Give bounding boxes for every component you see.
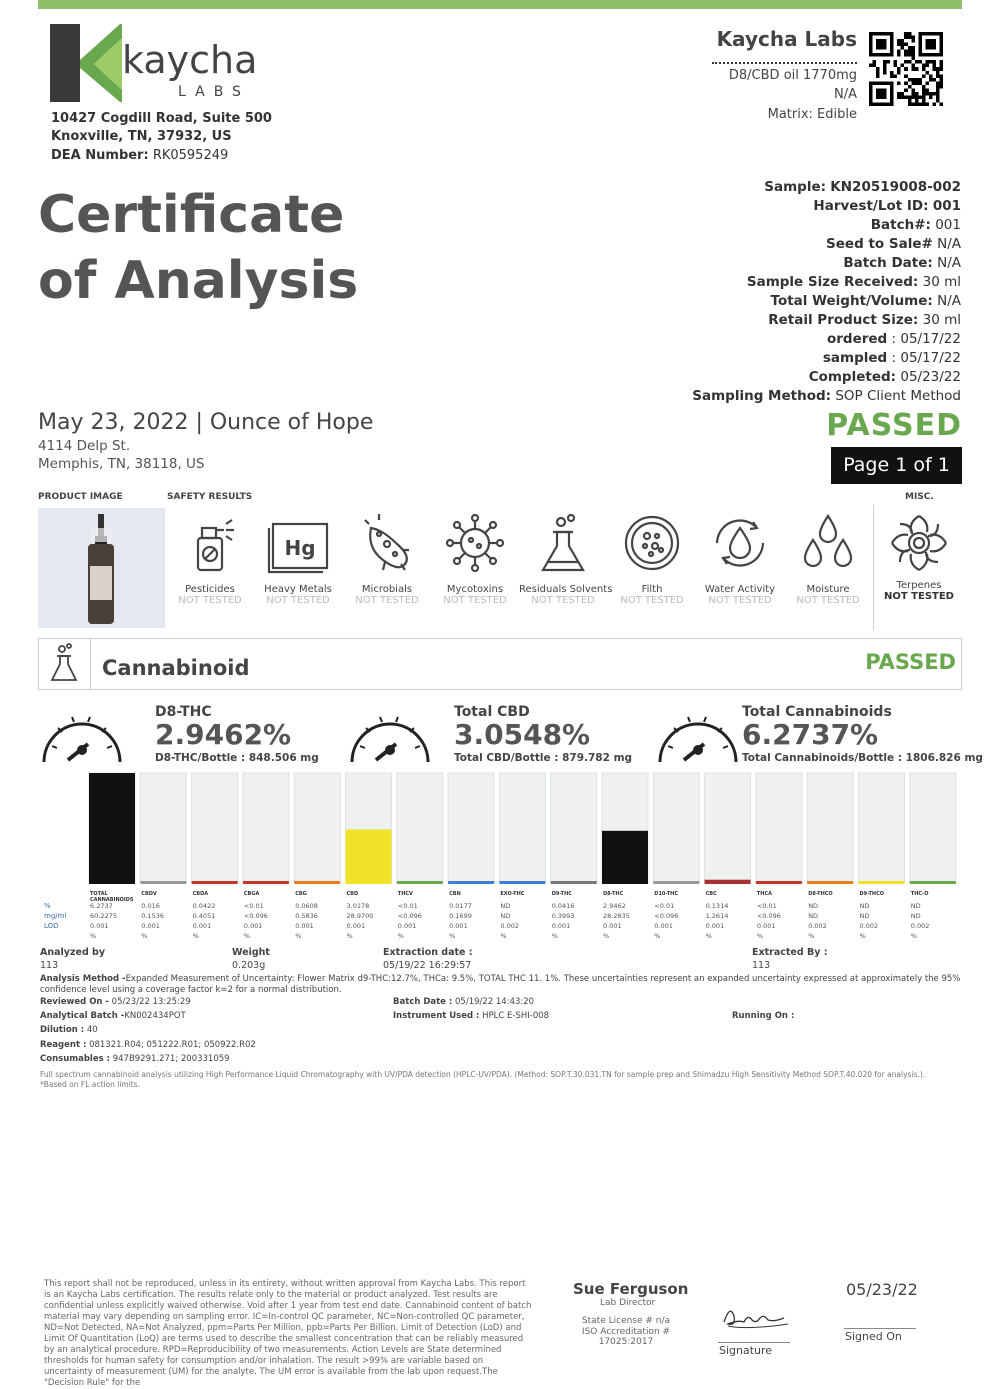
lab-address-line1: 10427 Cogdill Road, Suite 500 bbox=[51, 111, 272, 126]
top-accent-bar bbox=[38, 0, 962, 9]
data-label: % bbox=[346, 932, 353, 940]
data-label: <0.096 bbox=[756, 912, 781, 920]
category-label: CBD bbox=[346, 891, 359, 897]
sample-label: Batch#: bbox=[870, 217, 931, 233]
category-label: CBN bbox=[449, 891, 461, 897]
data-label: 0.001 bbox=[90, 922, 109, 930]
category-label: CANNABINOIDS bbox=[90, 897, 134, 903]
data-label: ND bbox=[910, 902, 921, 910]
misc-label: MISC. bbox=[905, 492, 934, 502]
data-label: % bbox=[192, 932, 199, 940]
extracted-by-value: 113 bbox=[752, 960, 771, 971]
data-label: ND bbox=[500, 902, 511, 910]
data-label: 0.016 bbox=[141, 902, 160, 910]
row-label: LOD bbox=[44, 922, 59, 930]
data-label: ND bbox=[910, 912, 921, 920]
safety-status: NOT TESTED bbox=[796, 595, 860, 606]
extracted-by-label: Extracted By : bbox=[752, 947, 828, 958]
bar-background bbox=[859, 773, 905, 882]
divider bbox=[712, 62, 857, 64]
analyzed-by-label: Analyzed by bbox=[40, 947, 106, 958]
category-label: D9-THCO bbox=[859, 891, 884, 897]
bar-background bbox=[756, 773, 802, 882]
weight-value: 0.203g bbox=[232, 960, 266, 971]
data-label: ND bbox=[859, 912, 870, 920]
data-label: 0.0422 bbox=[192, 902, 216, 910]
bar-baseline bbox=[756, 881, 802, 884]
data-label: % bbox=[90, 932, 97, 940]
gauge-sub: D8-THC/Bottle : 848.506 mg bbox=[155, 752, 319, 764]
data-label: 0.1536 bbox=[141, 912, 165, 920]
sample-label: Completed: bbox=[808, 369, 897, 385]
data-label: 0.001 bbox=[551, 922, 571, 930]
sample-label: Sample Size Received: bbox=[746, 274, 919, 290]
title-line1: Certificate bbox=[38, 185, 345, 245]
data-label: 6.2737 bbox=[90, 902, 113, 910]
data-label: <0.01 bbox=[654, 902, 675, 910]
title-line2: of Analysis bbox=[38, 251, 359, 311]
sample-label: Retail Product Size: bbox=[768, 312, 919, 328]
gauge-d8-thc bbox=[38, 704, 126, 772]
instrument-used: Instrument Used : HPLC E-SHI-008 bbox=[393, 1011, 550, 1021]
data-label: 0.002 bbox=[859, 922, 879, 930]
divider bbox=[873, 505, 874, 630]
bar-baseline bbox=[653, 881, 699, 884]
safety-heavy-metals bbox=[254, 510, 342, 606]
safety-status: NOT TESTED bbox=[355, 595, 419, 606]
sample-row bbox=[692, 330, 961, 349]
bar-background bbox=[551, 773, 597, 882]
safety-mycotoxins bbox=[431, 510, 519, 606]
data-label: % bbox=[243, 932, 251, 940]
bar-background bbox=[243, 773, 289, 882]
gauge-label: Total Cannabinoids bbox=[742, 704, 892, 720]
qr-code-icon[interactable] bbox=[869, 32, 943, 106]
bar-background bbox=[140, 773, 186, 882]
lab-address-line2: Knoxville, TN, 37932, US bbox=[51, 129, 232, 144]
safety-status: NOT TESTED bbox=[531, 595, 595, 606]
bar-background bbox=[499, 773, 545, 882]
bar-baseline bbox=[243, 881, 289, 884]
bar-baseline bbox=[294, 881, 340, 884]
data-label: % bbox=[603, 932, 610, 940]
data-label: 0.001 bbox=[654, 922, 673, 930]
cannabinoid-title: Cannabinoid bbox=[102, 656, 250, 680]
analysis-method: Analysis Method -Expanded Measurement of Uncertainty: Flower Matrix d9-THC:12.7%, THCa: 9.5%, TOTAL THC 11. 1%. These uncertainties represent an expanded uncertainty expressed at approximately the 95% confidence level using a coverage factor k=2 for a normal distribution. bbox=[40, 974, 961, 995]
sample-row bbox=[692, 197, 961, 216]
data-label: % bbox=[859, 932, 866, 940]
bar-background bbox=[192, 773, 238, 882]
signed-on-line bbox=[844, 1328, 916, 1329]
signed-on-label: Signed On bbox=[845, 1330, 902, 1343]
data-label: 2.9462 bbox=[603, 902, 626, 910]
extraction-value: 05/19/22 16:29:57 bbox=[383, 960, 472, 971]
category-label: THCA bbox=[756, 891, 773, 897]
signer-title: Lab Director bbox=[600, 1298, 656, 1308]
reagent: Reagent : 081321.R04; 051222.R01; 050922.R02 bbox=[40, 1040, 256, 1050]
bar-background bbox=[807, 773, 853, 882]
signature-line bbox=[718, 1342, 790, 1343]
bar-baseline bbox=[705, 881, 751, 884]
gauge-icon bbox=[346, 704, 434, 768]
data-label: 0.001 bbox=[295, 922, 314, 930]
data-label: 0.001 bbox=[449, 922, 468, 930]
data-label: ND bbox=[808, 902, 819, 910]
analyzed-by-value: 113 bbox=[40, 960, 59, 971]
data-label: 0.001 bbox=[346, 922, 366, 930]
data-label: 0.002 bbox=[910, 922, 930, 930]
category-label: CBC bbox=[705, 891, 717, 897]
consumables: Consumables : 947B9291.271; 200331059 bbox=[40, 1054, 230, 1064]
category-label: CBG bbox=[295, 891, 307, 897]
category-label: D8-THC bbox=[603, 891, 624, 897]
safety-name: Heavy Metals bbox=[264, 584, 332, 595]
data-label: % bbox=[295, 932, 302, 940]
sample-value: 30 ml bbox=[922, 274, 961, 290]
reviewed-on: Reviewed On - 05/23/22 13:25:29 bbox=[40, 997, 191, 1007]
sample-value: N/A bbox=[937, 236, 961, 252]
bar-baseline bbox=[397, 881, 443, 884]
data-label: 1.2614 bbox=[705, 912, 729, 920]
gauge-sub: Total Cannabinoids/Bottle : 1806.826 mg bbox=[742, 752, 983, 764]
cannabinoid-icon-box bbox=[38, 638, 91, 690]
safety-filth bbox=[608, 510, 696, 606]
product-matrix: Matrix: Edible bbox=[767, 107, 857, 122]
water-activity-icon bbox=[707, 510, 773, 576]
sample-label: Sampling Method: bbox=[692, 388, 832, 404]
bar bbox=[346, 830, 392, 882]
dilution: Dilution : 40 bbox=[40, 1025, 98, 1035]
data-label: 0.1699 bbox=[449, 912, 472, 920]
dea-number bbox=[51, 148, 228, 163]
misc-name: Terpenes bbox=[896, 580, 942, 591]
data-label: <0.01 bbox=[243, 902, 264, 910]
category-label: TOTAL bbox=[90, 891, 108, 897]
safety-status: NOT TESTED bbox=[178, 595, 242, 606]
bar-baseline bbox=[140, 881, 186, 884]
data-label: 28.2835 bbox=[603, 912, 630, 920]
signed-date: 05/23/22 bbox=[846, 1280, 918, 1299]
hg-symbol: Hg bbox=[284, 536, 316, 560]
data-label: % bbox=[705, 932, 712, 940]
safety-name: Pesticides bbox=[185, 584, 235, 595]
data-label: % bbox=[808, 932, 815, 940]
cannabinoid-chart bbox=[38, 770, 962, 945]
gauge-label: D8-THC bbox=[155, 704, 212, 720]
mycotoxins-virus-icon bbox=[442, 510, 508, 576]
heavy-metals-hg-icon bbox=[263, 510, 333, 576]
page-indicator: Page 1 of 1 bbox=[831, 447, 962, 484]
bar-baseline bbox=[602, 881, 648, 884]
data-label: 0.001 bbox=[192, 922, 212, 930]
state-license: State License # n/a bbox=[581, 1316, 671, 1326]
sample-row bbox=[692, 178, 961, 197]
sample-value: 05/23/22 bbox=[900, 369, 961, 385]
misc-status: NOT TESTED bbox=[884, 591, 954, 602]
signer-name: Sue Ferguson bbox=[573, 1280, 689, 1298]
batch-date: Batch Date : 05/19/22 14:43:20 bbox=[393, 997, 535, 1007]
product-na: N/A bbox=[834, 87, 857, 102]
data-label: % bbox=[654, 932, 661, 940]
safety-name: Residuals Solvents bbox=[519, 584, 613, 595]
gauge-total-cannabinoids bbox=[654, 704, 742, 772]
iso-accreditation: ISO Accreditation # 17025:2017 bbox=[581, 1327, 671, 1347]
category-label: THC-O bbox=[910, 891, 929, 897]
dea-label: DEA Number: bbox=[51, 148, 149, 163]
bar-background bbox=[705, 773, 751, 882]
category-label: THCV bbox=[397, 891, 413, 897]
dea-value: RK0595249 bbox=[152, 148, 229, 163]
data-label: 0.002 bbox=[808, 922, 827, 930]
analytical-batch: Analytical Batch -KN002434POT bbox=[40, 1011, 186, 1021]
data-label: 60.2275 bbox=[90, 912, 117, 920]
data-label: 0.1314 bbox=[705, 902, 729, 910]
petri-dish-icon bbox=[619, 510, 685, 576]
bar-background bbox=[653, 773, 699, 882]
data-label: 0.5836 bbox=[295, 912, 318, 920]
sample-value: N/A bbox=[937, 255, 961, 271]
safety-name: Microbials bbox=[361, 584, 413, 595]
bar-background bbox=[397, 773, 443, 882]
bar bbox=[602, 831, 648, 882]
bar-baseline bbox=[448, 881, 494, 884]
safety-status: NOT TESTED bbox=[708, 595, 772, 606]
sample-value: 001 bbox=[932, 198, 961, 214]
category-label: CBDA bbox=[192, 891, 209, 897]
safety-residual-solvents bbox=[519, 510, 613, 606]
lab-name: Kaycha Labs bbox=[716, 27, 857, 51]
bar-baseline bbox=[807, 881, 853, 884]
gauge-value: 2.9462% bbox=[155, 718, 292, 751]
data-label: <0.096 bbox=[243, 912, 268, 920]
sample-value: 001 bbox=[935, 217, 961, 233]
logo-subtitle: LABS bbox=[178, 84, 250, 100]
microbials-bacteria-icon bbox=[357, 510, 417, 576]
safety-name: Water Activity bbox=[704, 584, 776, 595]
product-image bbox=[38, 508, 165, 628]
sample-label: ordered bbox=[826, 331, 888, 347]
sample-row bbox=[692, 273, 961, 292]
data-label: 0.0177 bbox=[449, 902, 472, 910]
client-street: 4114 Delp St. bbox=[38, 438, 131, 454]
category-label: EXO-THC bbox=[500, 891, 525, 897]
bar-background bbox=[448, 773, 494, 882]
safety-name: Mycotoxins bbox=[446, 584, 504, 595]
bar bbox=[89, 773, 135, 882]
data-label: % bbox=[910, 932, 917, 940]
sample-value: KN20519008-002 bbox=[830, 179, 961, 195]
gauge-total-cbd bbox=[346, 704, 434, 772]
sample-value: : 05/17/22 bbox=[891, 331, 961, 347]
sample-label: Harvest/Lot ID: bbox=[813, 198, 929, 214]
data-label: % bbox=[500, 932, 507, 940]
disclaimer: This report shall not be reproduced, unless in its entirety, without written approval from Kaycha Labs. This report is an Kaycha Labs certification. The results relate only to the material or product analyzed. Test results are confidential unless explicitly waived otherwise. Void after 1 year from test end date. Cannabinoid content of batch material may vary depending on sampling error. IC=In-control QC parameter, NC=Non-controlled QC parameter, ND=Not Detected, NA=Not Analyzed, ppm=Parts Per Million, ppb=Parts Per Billion. Limit of Detection (LoD) and Limit Of Quantitation (LoQ) are terms used to describe the smallest concentration that can be reliably measured by an analytical procedure. RPD=Reproducibility of two measurements. Action Levels are State determined thresholds for human safety for consumption and/or inhalation. The result >99% are variable based on uncertainty of measurement (UM) for the analyte. The UM error is available from the lab upon request.The "Decision Rule" for the bbox=[44, 1279, 532, 1388]
data-label: 0.4051 bbox=[192, 912, 216, 920]
row-label: mg/ml bbox=[44, 912, 67, 920]
client-date-line: May 23, 2022 | Ounce of Hope bbox=[38, 410, 374, 435]
cannabinoid-status: PASSED bbox=[865, 650, 956, 674]
data-label: 0.0608 bbox=[295, 902, 318, 910]
gauge-label: Total CBD bbox=[454, 704, 530, 720]
category-label: D9-THC bbox=[551, 891, 572, 897]
safety-name: Filth bbox=[641, 584, 663, 595]
product-name: D8/CBD oil 1770mg bbox=[728, 68, 857, 83]
flask-icon bbox=[38, 638, 91, 690]
signature-label: Signature bbox=[719, 1344, 773, 1357]
sample-row bbox=[692, 349, 961, 368]
sample-label: sampled bbox=[822, 350, 888, 366]
safety-pesticides bbox=[166, 510, 254, 606]
sample-value: 30 ml bbox=[922, 312, 961, 328]
gauge-value: 6.2737% bbox=[742, 718, 879, 751]
safety-results-label: SAFETY RESULTS bbox=[167, 492, 253, 502]
sample-info bbox=[692, 178, 961, 406]
sample-label: Sample: bbox=[764, 179, 826, 195]
sample-row bbox=[692, 254, 961, 273]
bar-baseline bbox=[910, 881, 956, 884]
sample-value: SOP Client Method bbox=[835, 388, 961, 404]
sample-row bbox=[692, 387, 961, 406]
flask-icon bbox=[533, 510, 593, 576]
data-label: % bbox=[551, 932, 558, 940]
data-label: ND bbox=[859, 902, 870, 910]
sample-value: : 05/17/22 bbox=[891, 350, 961, 366]
safety-name: Moisture bbox=[806, 584, 850, 595]
data-label: 0.0416 bbox=[551, 902, 575, 910]
data-label: <0.01 bbox=[756, 902, 777, 910]
page-title bbox=[38, 182, 358, 314]
data-label: % bbox=[397, 932, 404, 940]
data-label: <0.096 bbox=[397, 912, 422, 920]
data-label: <0.096 bbox=[654, 912, 679, 920]
safety-status: NOT TESTED bbox=[620, 595, 684, 606]
data-label: 28.9700 bbox=[346, 912, 374, 920]
data-label: 0.001 bbox=[397, 922, 417, 930]
gauge-icon bbox=[654, 704, 742, 768]
overall-status-badge: PASSED bbox=[826, 408, 962, 443]
gauge-value: 3.0548% bbox=[454, 718, 591, 751]
data-label: 0.3993 bbox=[551, 912, 575, 920]
row-label: % bbox=[44, 902, 51, 910]
logo-wordmark: kaycha bbox=[122, 38, 258, 82]
data-label: 0.001 bbox=[243, 922, 263, 930]
safety-status: NOT TESTED bbox=[266, 595, 330, 606]
data-label: ND bbox=[500, 912, 511, 920]
sample-row bbox=[692, 368, 961, 387]
data-label: % bbox=[449, 932, 456, 940]
safety-microbials bbox=[343, 510, 431, 606]
category-label: CBDV bbox=[141, 891, 157, 897]
data-label: ND bbox=[808, 912, 819, 920]
bar-baseline bbox=[859, 881, 905, 884]
method-note: Full spectrum cannabinoid analysis utilizing High Performance Liquid Chromatography with UV/PDA detection (HPLC-UV/PDA). (Method: SOP.T.30.031.TN for sample prep and Shimadzu High Sensitivity Method SOP.T.40.020 for analysis.). *Based on FL action limits. bbox=[40, 1070, 926, 1089]
bar-baseline bbox=[346, 881, 392, 884]
product-image-label: PRODUCT IMAGE bbox=[38, 492, 123, 502]
data-label: % bbox=[141, 932, 148, 940]
sample-row bbox=[692, 235, 961, 254]
safety-status: NOT TESTED bbox=[443, 595, 507, 606]
bar-background bbox=[294, 773, 340, 882]
sample-row bbox=[692, 216, 961, 235]
category-label: D8-THCO bbox=[808, 891, 833, 897]
gauge-sub: Total CBD/Bottle : 879.782 mg bbox=[454, 752, 633, 764]
data-label: 0.001 bbox=[705, 922, 725, 930]
bar-baseline bbox=[192, 881, 238, 884]
bar-baseline bbox=[499, 881, 545, 884]
signature-icon bbox=[718, 1300, 798, 1334]
sample-label: Total Weight/Volume: bbox=[770, 293, 933, 309]
sample-row bbox=[692, 311, 961, 330]
bar-baseline bbox=[89, 881, 135, 884]
data-label: 3.0178 bbox=[346, 902, 370, 910]
client-city: Memphis, TN, 38118, US bbox=[38, 456, 205, 472]
sample-value: N/A bbox=[937, 293, 961, 309]
data-label: % bbox=[756, 932, 764, 940]
data-label: <0.01 bbox=[397, 902, 418, 910]
category-label: CBGA bbox=[243, 891, 260, 897]
safety-water-activity bbox=[696, 510, 784, 606]
misc-terpenes bbox=[875, 510, 963, 602]
bar-background bbox=[910, 773, 956, 882]
sample-label: Seed to Sale# bbox=[826, 236, 933, 252]
data-label: 0.002 bbox=[500, 922, 520, 930]
sample-row bbox=[692, 292, 961, 311]
data-label: 0.001 bbox=[603, 922, 622, 930]
safety-moisture bbox=[784, 510, 872, 606]
bar-baseline bbox=[551, 881, 597, 884]
pesticides-spray-icon bbox=[180, 510, 240, 576]
gauge-icon bbox=[38, 704, 126, 768]
terpenes-flower-icon bbox=[886, 510, 952, 576]
data-label: 0.001 bbox=[141, 922, 160, 930]
sample-label: Batch Date: bbox=[843, 255, 933, 271]
category-label: D10-THC bbox=[654, 891, 679, 897]
extraction-label: Extraction date : bbox=[383, 947, 473, 958]
running-on: Running On : bbox=[732, 1011, 795, 1021]
data-label: 0.001 bbox=[756, 922, 776, 930]
weight-label: Weight bbox=[232, 947, 270, 958]
moisture-drops-icon bbox=[795, 510, 861, 576]
